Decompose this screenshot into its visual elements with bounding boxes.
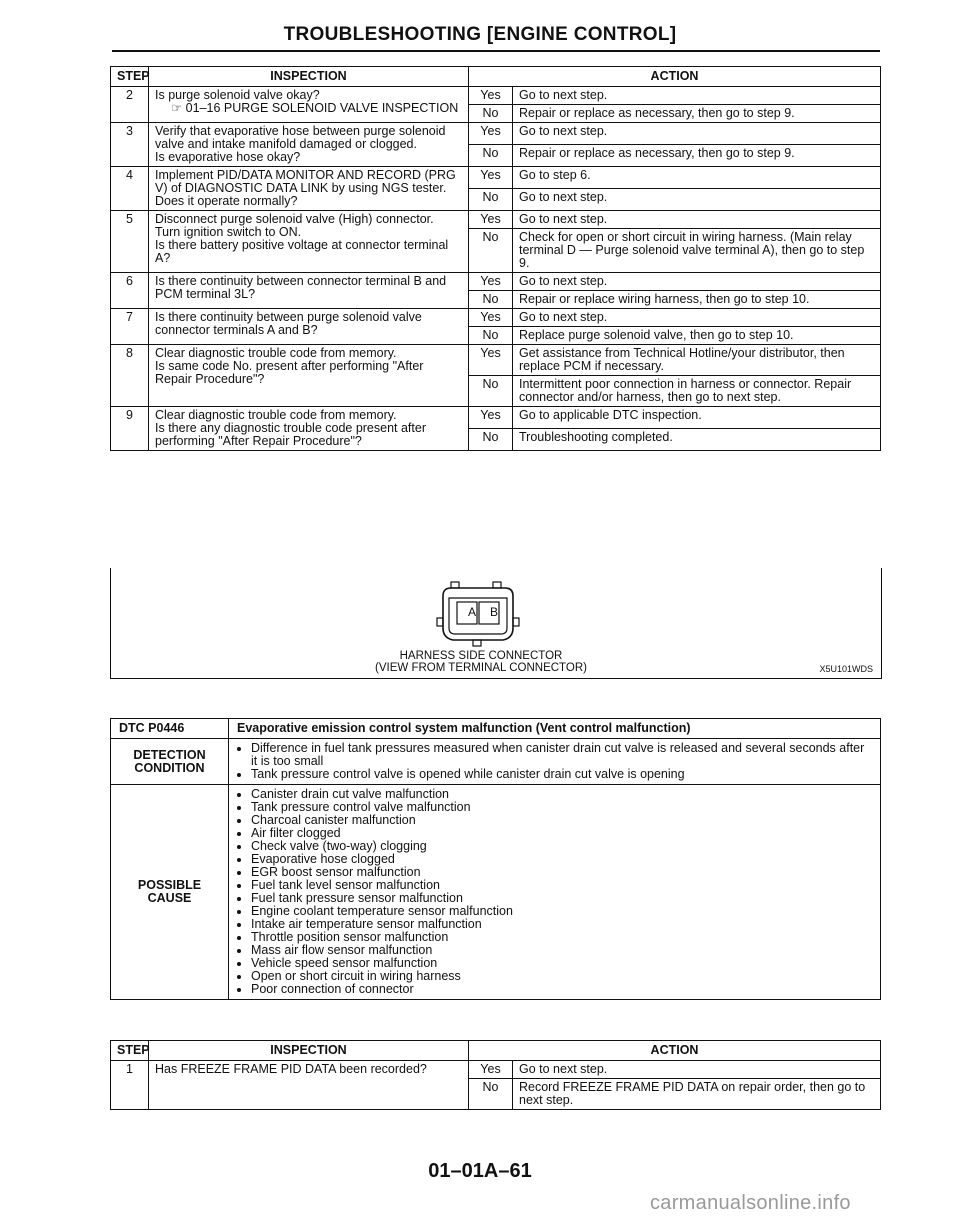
inspection-cell bbox=[149, 407, 469, 451]
no-label: No bbox=[469, 229, 513, 273]
inspection-text: Has FREEZE FRAME PID DATA been recorded? bbox=[155, 1062, 427, 1076]
troubleshooting-table-2 bbox=[110, 1040, 881, 1110]
no-label: No bbox=[469, 189, 513, 211]
inspection-text: Is there any diagnostic trouble code present after performing "After Repair Procedure"? bbox=[155, 421, 426, 448]
step-number: 7 bbox=[111, 309, 149, 345]
inspection-text: ☞ 01–16 PURGE SOLENOID VALVE INSPECTION bbox=[171, 101, 459, 115]
step-header: STEP bbox=[111, 67, 149, 87]
table-row bbox=[111, 1061, 881, 1079]
cause-item: • Mass air flow sensor malfunction bbox=[251, 944, 872, 957]
cause-item: • Evaporative hose clogged bbox=[251, 853, 872, 866]
yes-label: Yes bbox=[469, 309, 513, 327]
inspection-text: Verify that evaporative hose between purge solenoid valve and intake manifold damaged or clogged. bbox=[155, 124, 446, 151]
connector-caption-line2: (VIEW FROM TERMINAL CONNECTOR) bbox=[375, 662, 587, 674]
inspection-text: Implement PID/DATA MONITOR AND RECORD (PRG V) of DIAGNOSTIC DATA LINK by using NGS tester. bbox=[155, 168, 456, 195]
yes-label: Yes bbox=[469, 211, 513, 229]
step-number: 2 bbox=[111, 87, 149, 123]
action-header: ACTION bbox=[469, 67, 881, 87]
terminal-a-label: A bbox=[467, 605, 476, 619]
cause-item: • Intake air temperature sensor malfunction bbox=[251, 918, 872, 931]
step-number: 5 bbox=[111, 211, 149, 273]
cause-list bbox=[237, 788, 872, 996]
inspection-cell bbox=[149, 167, 469, 211]
cause-item: • Tank pressure control valve malfunction bbox=[251, 801, 872, 814]
cause-item: • EGR boost sensor malfunction bbox=[251, 866, 872, 879]
cause-item: • Vehicle speed sensor malfunction bbox=[251, 957, 872, 970]
cause-item: • Fuel tank level sensor malfunction bbox=[251, 879, 872, 892]
no-action: Troubleshooting completed. bbox=[513, 429, 881, 451]
inspection-cell bbox=[149, 123, 469, 167]
table-header-row bbox=[111, 1041, 881, 1061]
inspection-text: Is there continuity between purge solenoid valve connector terminals A and B? bbox=[155, 310, 422, 337]
no-label: No bbox=[469, 145, 513, 167]
yes-action: Go to next step. bbox=[513, 87, 881, 105]
connector-caption-line1: HARNESS SIDE CONNECTOR bbox=[399, 650, 563, 662]
yes-action: Go to next step. bbox=[513, 211, 881, 229]
inspection-text: Is there continuity between connector terminal B and PCM terminal 3L? bbox=[155, 274, 447, 301]
detection-item: • Difference in fuel tank pressures measured when canister drain cut valve is released and several seconds after it is too small bbox=[251, 742, 872, 768]
inspection-text: Turn ignition switch to ON. bbox=[155, 225, 302, 239]
detection-label: DETECTION CONDITION bbox=[111, 739, 229, 785]
page-title: TROUBLESHOOTING [ENGINE CONTROL] bbox=[283, 24, 677, 45]
no-label: No bbox=[469, 376, 513, 407]
table-header-row bbox=[111, 67, 881, 87]
connector-caption bbox=[296, 650, 666, 674]
no-label: No bbox=[469, 327, 513, 345]
inspection-cell bbox=[149, 309, 469, 345]
inspection-header: INSPECTION bbox=[149, 1041, 469, 1061]
no-label: No bbox=[469, 1079, 513, 1110]
yes-action: Go to next step. bbox=[513, 123, 881, 145]
inspection-text: Is same code No. present after performing "After Repair Procedure"? bbox=[155, 359, 424, 386]
no-label: No bbox=[469, 105, 513, 123]
inspection-text: Disconnect purge solenoid valve (High) connector. bbox=[155, 212, 434, 226]
inspection-cell bbox=[149, 87, 469, 123]
watermark: carmanualsonline.info bbox=[650, 1192, 851, 1214]
inspection-cell bbox=[149, 273, 469, 309]
yes-label: Yes bbox=[469, 1061, 513, 1079]
cause-item: • Charcoal canister malfunction bbox=[251, 814, 872, 827]
yes-label: Yes bbox=[469, 345, 513, 376]
cause-item: • Throttle position sensor malfunction bbox=[251, 931, 872, 944]
cause-item: • Air filter clogged bbox=[251, 827, 872, 840]
step-number: 8 bbox=[111, 345, 149, 407]
cause-item: • Engine coolant temperature sensor malfunction bbox=[251, 905, 872, 918]
no-label: No bbox=[469, 429, 513, 451]
cause-row bbox=[111, 785, 881, 1000]
no-action: Repair or replace as necessary, then go to step 9. bbox=[513, 145, 881, 167]
figure-id: X5U101WDS bbox=[819, 664, 873, 674]
inspection-cell bbox=[149, 211, 469, 273]
no-label: No bbox=[469, 291, 513, 309]
detection-list bbox=[237, 742, 872, 781]
step-number: 9 bbox=[111, 407, 149, 451]
yes-action: Go to step 6. bbox=[513, 167, 881, 189]
no-action: Replace purge solenoid valve, then go to step 10. bbox=[513, 327, 881, 345]
detection-item: • Tank pressure control valve is opened while canister drain cut valve is opening bbox=[251, 768, 872, 781]
cause-label: POSSIBLE CAUSE bbox=[111, 785, 229, 1000]
yes-action: Go to applicable DTC inspection. bbox=[513, 407, 881, 429]
no-action: Repair or replace wiring harness, then go to step 10. bbox=[513, 291, 881, 309]
no-action: Record FREEZE FRAME PID DATA on repair order, then go to next step. bbox=[513, 1079, 881, 1110]
no-action: Check for open or short circuit in wiring harness. (Main relay terminal D — Purge solenoid valve terminal A), then go to step 9. bbox=[513, 229, 881, 273]
yes-action: Get assistance from Technical Hotline/your distributor, then replace PCM if necessary. bbox=[513, 345, 881, 376]
title-rule bbox=[112, 50, 880, 52]
inspection-text: Clear diagnostic trouble code from memory. bbox=[155, 408, 397, 422]
yes-label: Yes bbox=[469, 167, 513, 189]
step-number: 6 bbox=[111, 273, 149, 309]
table-row bbox=[111, 407, 881, 429]
yes-action: Go to next step. bbox=[513, 309, 881, 327]
inspection-text: Clear diagnostic trouble code from memory. bbox=[155, 346, 397, 360]
inspection-text: Is evaporative hose okay? bbox=[155, 150, 301, 164]
no-action: Go to next step. bbox=[513, 189, 881, 211]
inspection-cell bbox=[149, 1061, 469, 1110]
terminal-b-label: B bbox=[489, 605, 498, 619]
table-row bbox=[111, 211, 881, 229]
table-row bbox=[111, 87, 881, 105]
inspection-text: Is purge solenoid valve okay? bbox=[155, 88, 320, 102]
step-number: 3 bbox=[111, 123, 149, 167]
no-action: Intermittent poor connection in harness or connector. Repair connector and/or harness, then go to next step. bbox=[513, 376, 881, 407]
cause-item: • Fuel tank pressure sensor malfunction bbox=[251, 892, 872, 905]
inspection-text: Does it operate normally? bbox=[155, 194, 298, 208]
step-header: STEP bbox=[111, 1041, 149, 1061]
cause-item: • Canister drain cut valve malfunction bbox=[251, 788, 872, 801]
step-number: 1 bbox=[111, 1061, 149, 1110]
yes-label: Yes bbox=[469, 273, 513, 291]
step-number: 4 bbox=[111, 167, 149, 211]
cause-item: • Poor connection of connector bbox=[251, 983, 872, 996]
detection-row bbox=[111, 739, 881, 785]
table-row bbox=[111, 167, 881, 189]
troubleshooting-table bbox=[110, 66, 881, 451]
yes-action: Go to next step. bbox=[513, 1061, 881, 1079]
table-row bbox=[111, 309, 881, 327]
dtc-description: Evaporative emission control system malfunction (Vent control malfunction) bbox=[229, 719, 881, 739]
page-number: 01–01A–61 bbox=[428, 1160, 532, 1182]
table-row bbox=[111, 273, 881, 291]
cause-item: • Open or short circuit in wiring harness bbox=[251, 970, 872, 983]
yes-label: Yes bbox=[469, 407, 513, 429]
inspection-cell bbox=[149, 345, 469, 407]
connector-figure bbox=[110, 568, 882, 679]
dtc-code: DTC P0446 bbox=[111, 719, 229, 739]
action-header: ACTION bbox=[469, 1041, 881, 1061]
yes-label: Yes bbox=[469, 123, 513, 145]
inspection-text: Is there battery positive voltage at connector terminal A? bbox=[155, 238, 449, 265]
table-row bbox=[111, 123, 881, 145]
inspection-header: INSPECTION bbox=[149, 67, 469, 87]
yes-label: Yes bbox=[469, 87, 513, 105]
yes-action: Go to next step. bbox=[513, 273, 881, 291]
table-row bbox=[111, 345, 881, 376]
no-action: Repair or replace as necessary, then go to step 9. bbox=[513, 105, 881, 123]
dtc-header-row bbox=[111, 719, 881, 739]
dtc-table bbox=[110, 718, 881, 1000]
cause-item: • Check valve (two-way) clogging bbox=[251, 840, 872, 853]
